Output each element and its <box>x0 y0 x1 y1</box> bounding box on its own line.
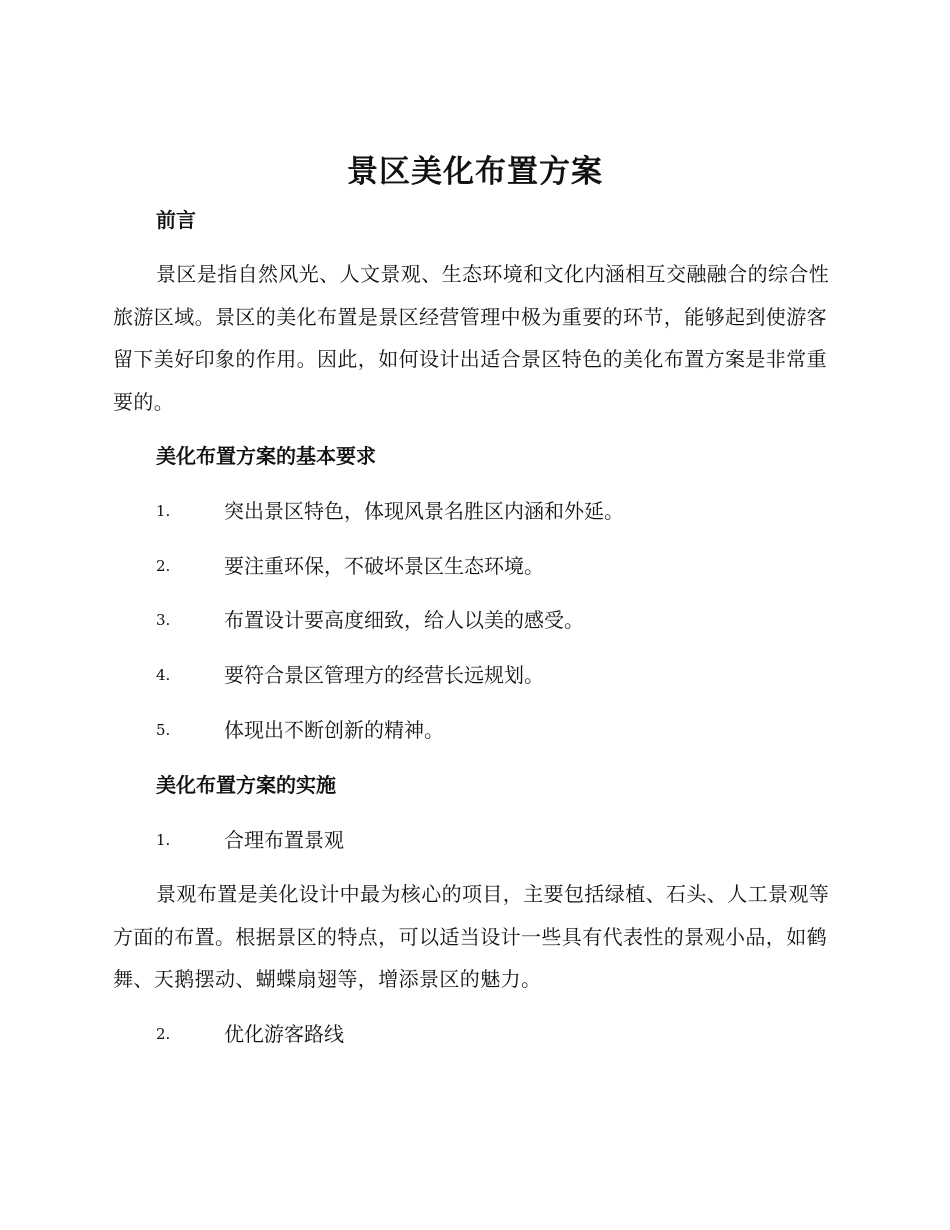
list-number: 4. <box>156 666 171 684</box>
section-heading-requirements: 美化布置方案的基本要求 <box>156 444 376 468</box>
list-number: 1. <box>156 831 171 849</box>
list-number: 3. <box>156 611 171 629</box>
list-item-text: 要注重环保，不破坏景区生态环境。 <box>224 554 544 578</box>
section-heading-preface: 前言 <box>156 208 196 232</box>
list-item-text: 突出景区特色，体现风景名胜区内涵和外延。 <box>224 499 624 523</box>
list-item-text: 要符合景区管理方的经营长远规划。 <box>224 663 544 687</box>
list-item-text: 合理布置景观 <box>224 828 344 852</box>
implementation-paragraph: 景观布置是美化设计中最为核心的项目，主要包括绿植、石头、人工景观等方面的布置。根据景区的特点，可以适当设计一些具有代表性的景观小品，如鹤舞、天鹅摆动、蝴蝶扇翅等，增添景区的魅力。 <box>113 882 830 991</box>
list-item-text: 布置设计要高度细致，给人以美的感受。 <box>224 608 584 632</box>
list-item-text: 体现出不断创新的精神。 <box>224 718 444 742</box>
preface-paragraph: 景区是指自然风光、人文景观、生态环境和文化内涵相互交融融合的综合性旅游区域。景区的美化布置是景区经营管理中极为重要的环节，能够起到使游客留下美好印象的作用。因此，如何设计出适合景区特色的美化布置方案是非常重要的。 <box>113 262 830 414</box>
section-heading-implementation: 美化布置方案的实施 <box>156 773 336 797</box>
list-number: 2. <box>156 557 171 575</box>
document-title: 景区美化布置方案 <box>347 154 603 190</box>
list-item-text: 优化游客路线 <box>224 1022 344 1046</box>
list-number: 1. <box>156 502 171 520</box>
list-number: 2. <box>156 1025 171 1043</box>
list-number: 5. <box>156 721 171 739</box>
